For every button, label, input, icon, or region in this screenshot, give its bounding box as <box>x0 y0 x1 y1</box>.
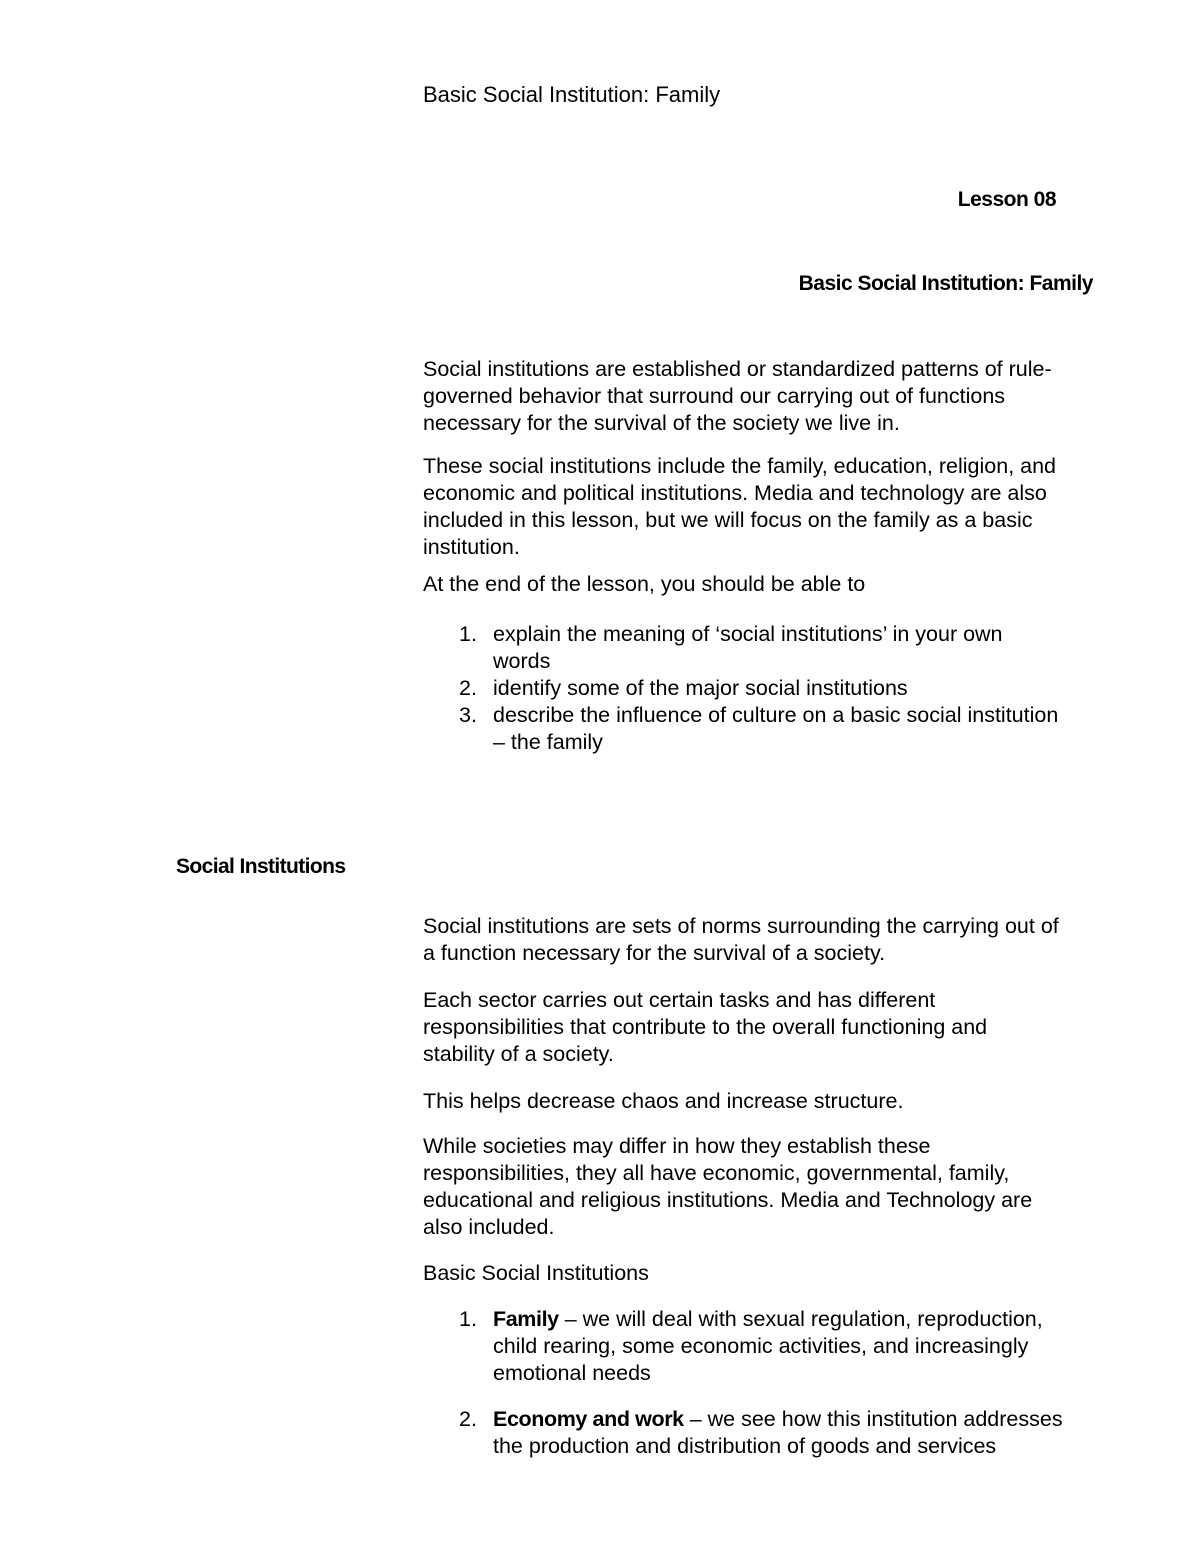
text-line: describe the influence of culture on a basic social institution <box>493 703 1059 727</box>
list-number: 1. <box>459 1307 477 1331</box>
text-line: These social institutions include the family, education, religion, and <box>423 454 1057 478</box>
text-line: included in this lesson, but we will focus on the family as a basic <box>423 508 1033 532</box>
section-paragraph-3 <box>423 1088 1103 1115</box>
text-line: also included. <box>423 1215 555 1239</box>
objectives-lead <box>423 571 1103 598</box>
text-line: This helps decrease chaos and increase structure. <box>423 1089 904 1113</box>
list-number: 3. <box>459 703 477 727</box>
text-line: responsibilities, they all have economic, governmental, family, <box>423 1161 1010 1185</box>
list-item <box>423 675 1103 702</box>
text-line: emotional needs <box>493 1361 651 1385</box>
intro-paragraph-1 <box>423 356 1103 437</box>
institution-description: – we see how this institution addresses <box>683 1407 1063 1431</box>
institutions-list-title <box>423 1260 1103 1287</box>
text-line: Social institutions are sets of norms surrounding the carrying out of <box>423 914 1059 938</box>
section-paragraph-1 <box>423 913 1103 967</box>
intro-paragraph-2 <box>423 453 1103 561</box>
text-line: governed behavior that surround our carrying out of functions <box>423 384 1006 408</box>
objectives-list <box>423 621 1103 756</box>
text-line: words <box>493 649 551 673</box>
text-line <box>493 1306 1103 1333</box>
text-line: At the end of the lesson, you should be able to <box>423 572 866 596</box>
list-number: 2. <box>459 1407 477 1431</box>
text-line: institution. <box>423 535 520 559</box>
lesson-number: Lesson 08 <box>957 188 1056 211</box>
list-item <box>423 702 1103 756</box>
institution-term: Family <box>493 1307 559 1331</box>
text-line: Basic Social Institutions <box>423 1261 649 1285</box>
text-line: Each sector carries out certain tasks and has different <box>423 988 936 1012</box>
text-line: – the family <box>493 730 603 754</box>
list-item <box>423 1306 1103 1387</box>
running-header: Basic Social Institution: Family <box>423 82 721 107</box>
institutions-list <box>423 1306 1103 1460</box>
text-line: explain the meaning of ‘social institutions’ in your own <box>493 622 1003 646</box>
text-line: necessary for the survival of the society we live in. <box>423 411 900 435</box>
institution-term: Economy and work <box>493 1407 684 1431</box>
text-line: stability of a society. <box>423 1042 614 1066</box>
list-number: 1. <box>459 622 477 646</box>
section-paragraph-4 <box>423 1133 1103 1241</box>
institution-description: – we will deal with sexual regulation, reproduction, <box>558 1307 1043 1331</box>
text-line <box>493 1406 1103 1433</box>
text-line: child rearing, some economic activities, and increasingly <box>493 1334 1029 1358</box>
text-line: responsibilities that contribute to the overall functioning and <box>423 1015 988 1039</box>
text-line: Social institutions are established or standardized patterns of rule- <box>423 357 1052 381</box>
lesson-title: Basic Social Institution: Family <box>798 272 1093 295</box>
text-line: identify some of the major social institutions <box>493 676 908 700</box>
section-paragraph-2 <box>423 987 1103 1068</box>
list-number: 2. <box>459 676 477 700</box>
text-line: the production and distribution of goods and services <box>493 1434 997 1458</box>
text-line: While societies may differ in how they establish these <box>423 1134 931 1158</box>
text-line: economic and political institutions. Media and technology are also <box>423 481 1047 505</box>
text-line: educational and religious institutions. Media and Technology are <box>423 1188 1033 1212</box>
list-item <box>423 1406 1103 1460</box>
section-heading: Social Institutions <box>176 855 346 878</box>
text-line: a function necessary for the survival of a society. <box>423 941 886 965</box>
list-item <box>423 621 1103 675</box>
